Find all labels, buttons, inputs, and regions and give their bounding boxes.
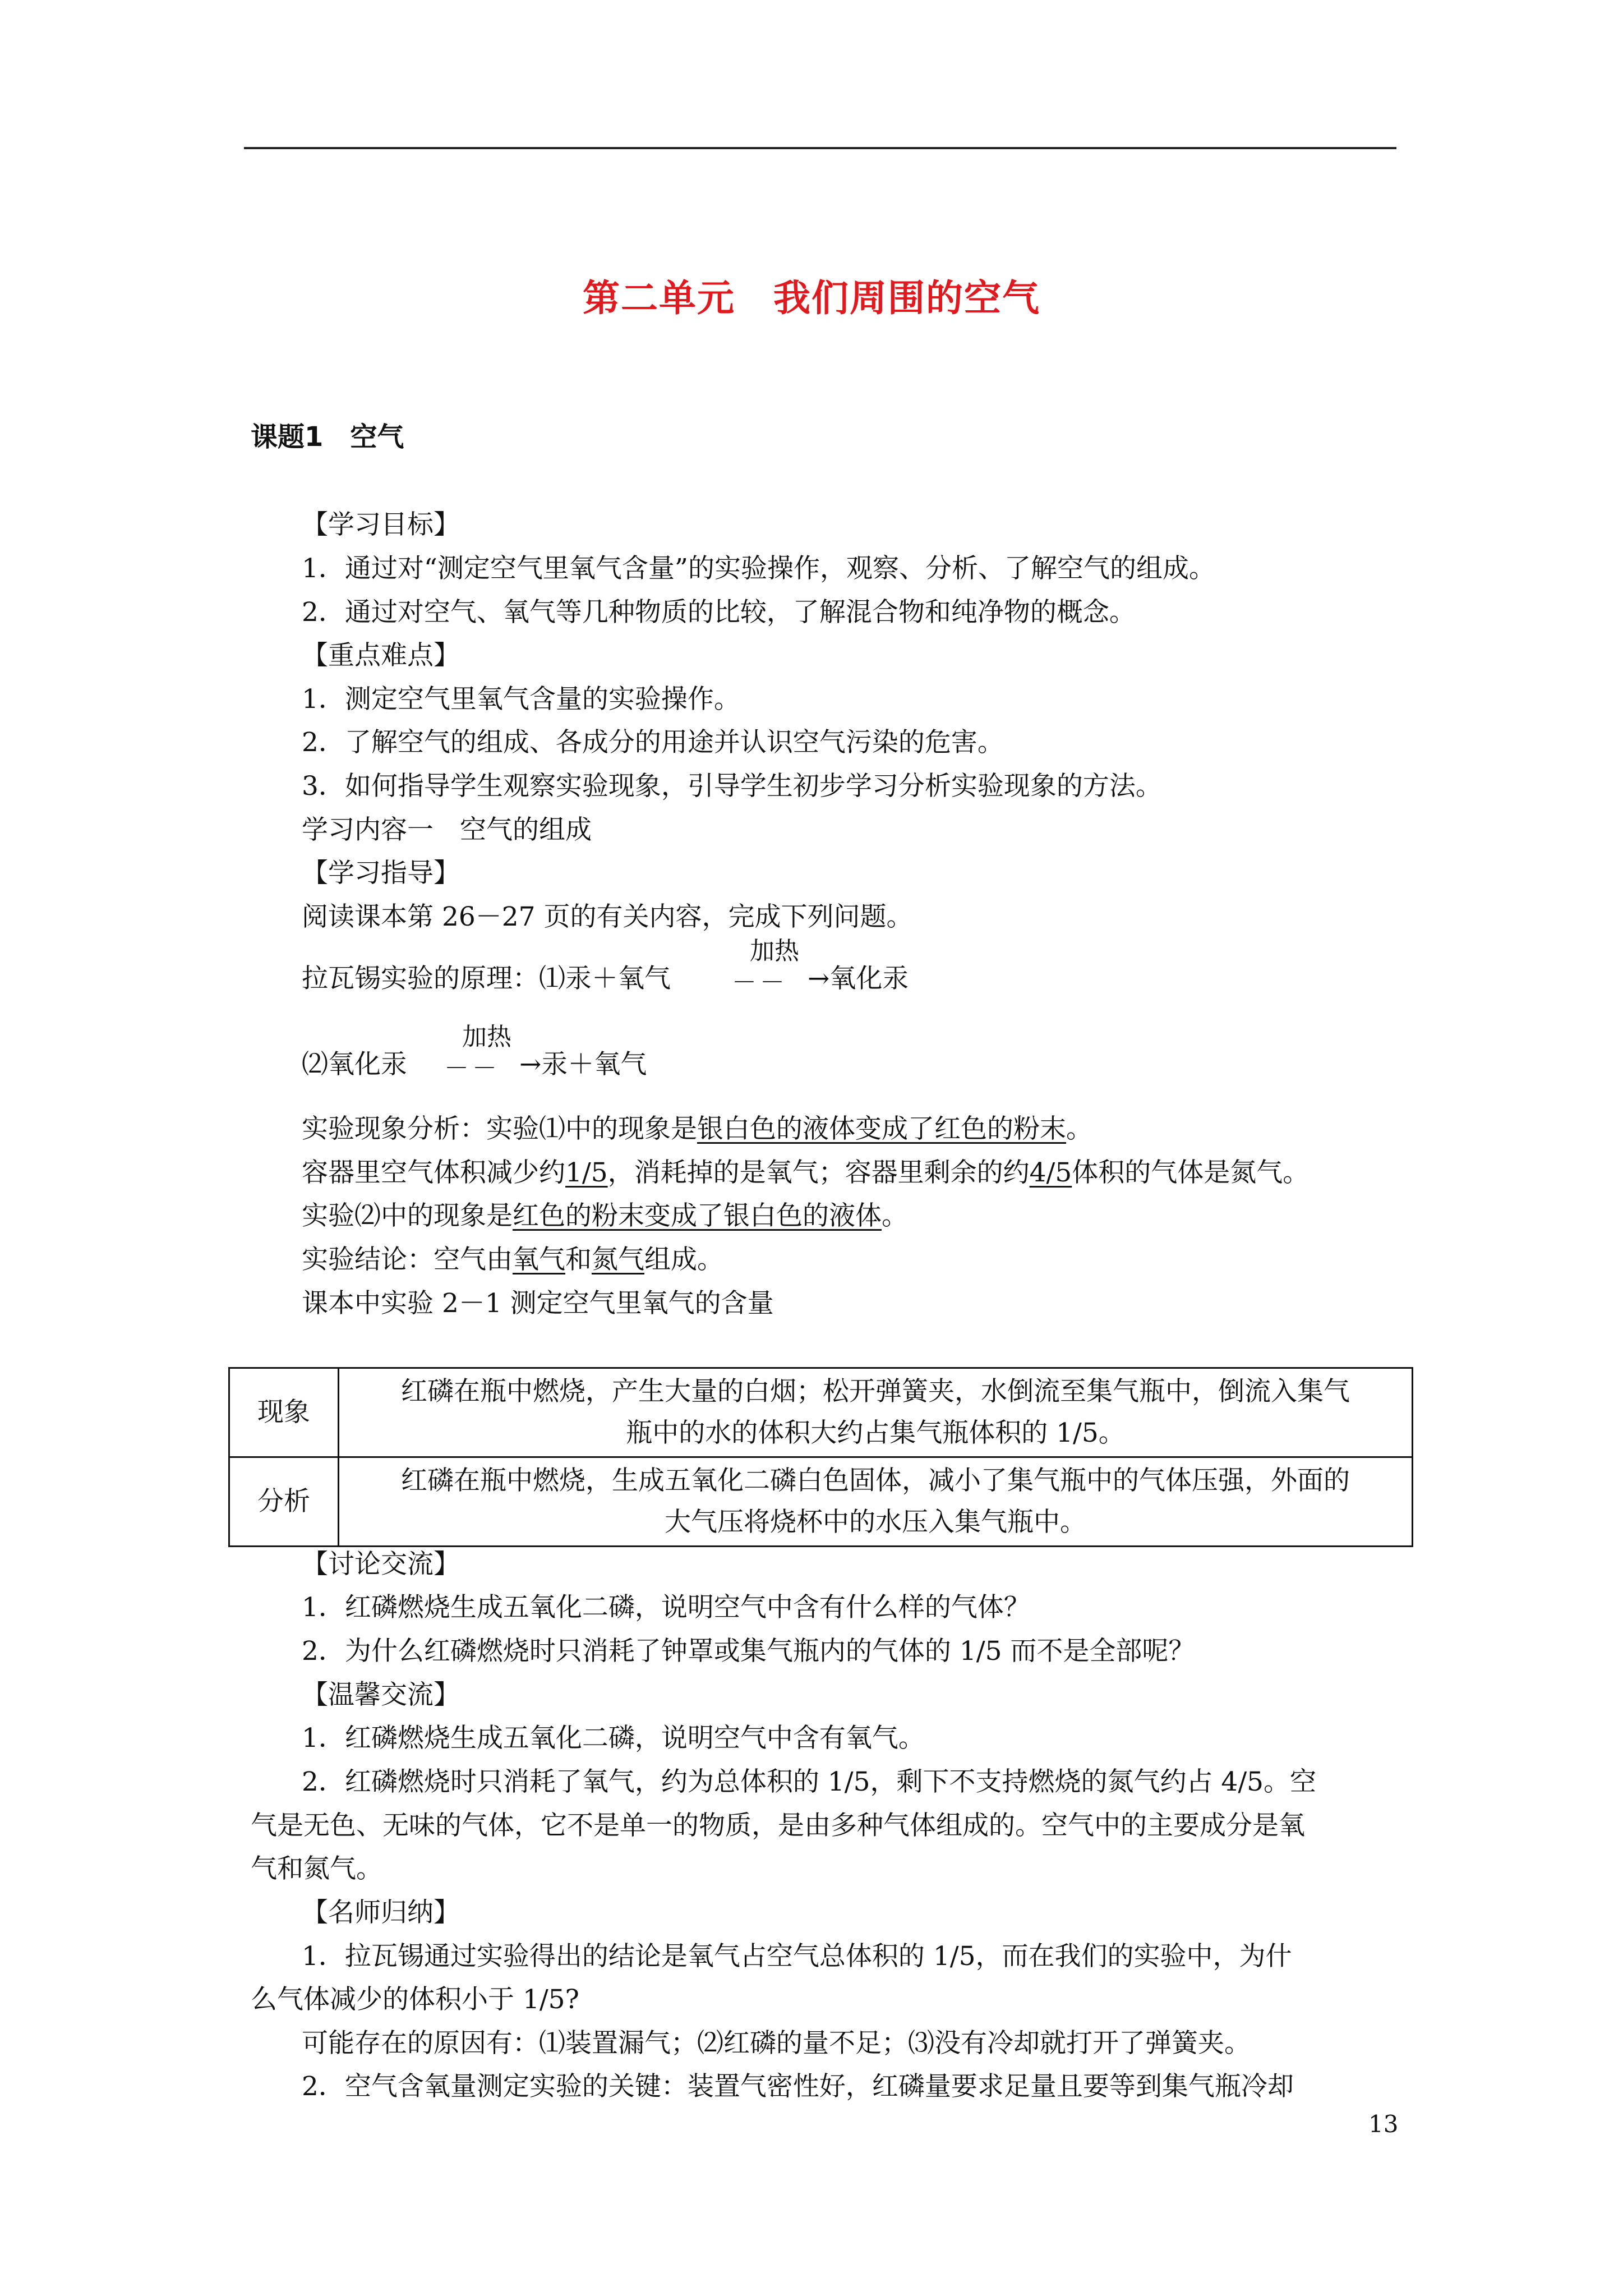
- conclusion-end: 组成。: [644, 1244, 723, 1275]
- discussion-2: 2．为什么红磷燃烧时只消耗了钟罩或集气瓶内的气体的 1/5 而不是全部呢？: [302, 1636, 1195, 1667]
- goals-heading: 【学习目标】: [302, 509, 460, 540]
- principle-reactants-2: ⑵氧化汞: [302, 1049, 407, 1080]
- principle-product-2: →汞＋氧气: [519, 1049, 647, 1080]
- key-1: 1．测定空气里氧气含量的实验操作。: [302, 684, 740, 715]
- goal-2: 2．通过对空气、氧气等几种物质的比较，了解混合物和纯净物的概念。: [302, 597, 1136, 628]
- principle-reactants-1: 拉瓦锡实验的原理：⑴汞＋氧气: [302, 963, 671, 994]
- key-2: 2．了解空气的组成、各成分的用途并认识空气污染的危害。: [302, 727, 1004, 758]
- teacher-1-line-2: 么气体减少的体积小于 1/5?: [251, 1984, 579, 2015]
- analysis-1-end: 。: [1066, 1114, 1092, 1144]
- heating-arrow-2: 加热 －－: [444, 1048, 500, 1084]
- warm-2-line-1: 2．红磷燃烧时只消耗了氧气，约为总体积的 1/5，剩下不支持燃烧的氮气约占 4/5。空: [302, 1766, 1317, 1797]
- analysis-1-prefix: 实验现象分析：实验⑴中的现象是: [302, 1114, 697, 1144]
- principle-product-1: →氧化汞: [808, 963, 909, 994]
- warm-heading: 【温馨交流】: [302, 1680, 460, 1710]
- teacher-1-line-1: 1．拉瓦锡通过实验得出的结论是氧气占空气总体积的 1/5，而在我们的实验中，为什: [302, 1941, 1292, 1972]
- analysis-cell-line-2: 大气压将烧杯中的水压入集气瓶中。: [665, 1507, 1086, 1538]
- warm-1: 1．红磷燃烧生成五氧化二磷，说明空气中含有氧气。: [302, 1723, 925, 1754]
- experiment-table: [228, 1367, 1413, 1547]
- heat-label-1: 加热: [750, 937, 799, 965]
- guide-heading: 【学习指导】: [302, 858, 460, 889]
- discussion-heading: 【讨论交流】: [302, 1549, 460, 1580]
- teacher-heading: 【名师归纳】: [302, 1897, 460, 1928]
- heating-arrow-1: 加热 －－: [732, 962, 788, 998]
- conclusion-and: 和: [565, 1244, 592, 1275]
- conclusion-answer-2: 氮气: [592, 1244, 644, 1275]
- experiment-title: 课本中实验 2－1 测定空气里氧气的含量: [302, 1288, 774, 1319]
- row-header-analysis: 分析: [229, 1457, 339, 1547]
- lesson-title: 课题1 空气: [251, 421, 404, 453]
- key-3: 3．如何指导学生观察实验现象，引导学生初步学习分析实验现象的方法。: [302, 771, 1162, 802]
- table-row: [229, 1368, 1413, 1457]
- analysis-2-e: 体积的气体是氮气。: [1072, 1157, 1310, 1188]
- warm-2-line-3: 气和氮气。: [251, 1853, 382, 1884]
- table-row: [229, 1457, 1413, 1547]
- phenomenon-line-2: 瓶中的水的体积大约占集气瓶体积的 1/5。: [626, 1418, 1125, 1448]
- row-cell-phenomenon: [339, 1368, 1413, 1457]
- row-header-phenomenon: 现象: [229, 1368, 339, 1457]
- heat-label-2: 加热: [462, 1023, 511, 1051]
- content-1: 学习内容一 空气的组成: [302, 815, 592, 845]
- analysis-3-end: 。: [882, 1200, 908, 1231]
- analysis-1-answer: 银白色的液体变成了红色的粉末: [697, 1114, 1066, 1144]
- unit-title: 第二单元 我们周围的空气: [583, 277, 1040, 320]
- teacher-1-line-3: 可能存在的原因有：⑴装置漏气；⑵红磷的量不足；⑶没有冷却就打开了弹簧夹。: [302, 2028, 1251, 2059]
- phenomenon-line-1: 红磷在瓶中燃烧，产生大量的白烟；松开弹簧夹，水倒流至集气瓶中，倒流入集气: [401, 1376, 1350, 1407]
- analysis-3-answer: 红色的粉末变成了银白色的液体: [513, 1200, 882, 1231]
- analysis-2-c: ，消耗掉的是氧气；容器里剩余的约: [607, 1157, 1030, 1188]
- analysis-cell-line-1: 红磷在瓶中燃烧，生成五氧化二磷白色固体，减小了集气瓶中的气体压强，外面的: [401, 1465, 1350, 1496]
- principle-line-1: [302, 962, 671, 996]
- discussion-1: 1．红磷燃烧生成五氧化二磷，说明空气中含有什么样的气体？: [302, 1592, 1030, 1623]
- teacher-2-line-1: 2．空气含氧量测定实验的关键：装置气密性好，红磷量要求足量且要等到集气瓶冷却: [302, 2071, 1294, 2102]
- analysis-2-a: 容器里空气体积减少约: [302, 1157, 565, 1188]
- row-cell-analysis: [339, 1457, 1413, 1547]
- analysis-line-2: [302, 1156, 1309, 1190]
- analysis-line-1: [302, 1112, 1092, 1146]
- analysis-line-3: [302, 1199, 908, 1233]
- analysis-2-answer-2: 4/5: [1029, 1157, 1072, 1188]
- reading-instruction: 阅读课本第 26－27 页的有关内容，完成下列问题。: [302, 901, 913, 932]
- conclusion-prefix: 实验结论：空气由: [302, 1244, 513, 1275]
- analysis-2-answer-1: 1/5: [565, 1157, 608, 1188]
- goal-1: 1．通过对“测定空气里氧气含量”的实验操作，观察、分析、了解空气的组成。: [302, 553, 1215, 584]
- conclusion-answer-1: 氧气: [513, 1244, 565, 1275]
- header-rule: [244, 147, 1396, 149]
- analysis-3-prefix: 实验⑵中的现象是: [302, 1200, 513, 1231]
- conclusion-line: [302, 1243, 723, 1277]
- page-number: 13: [1368, 2110, 1399, 2138]
- warm-2-line-2: 气是无色、无味的气体，它不是单一的物质，是由多种气体组成的。空气中的主要成分是氧: [251, 1810, 1305, 1841]
- key-heading: 【重点难点】: [302, 640, 460, 671]
